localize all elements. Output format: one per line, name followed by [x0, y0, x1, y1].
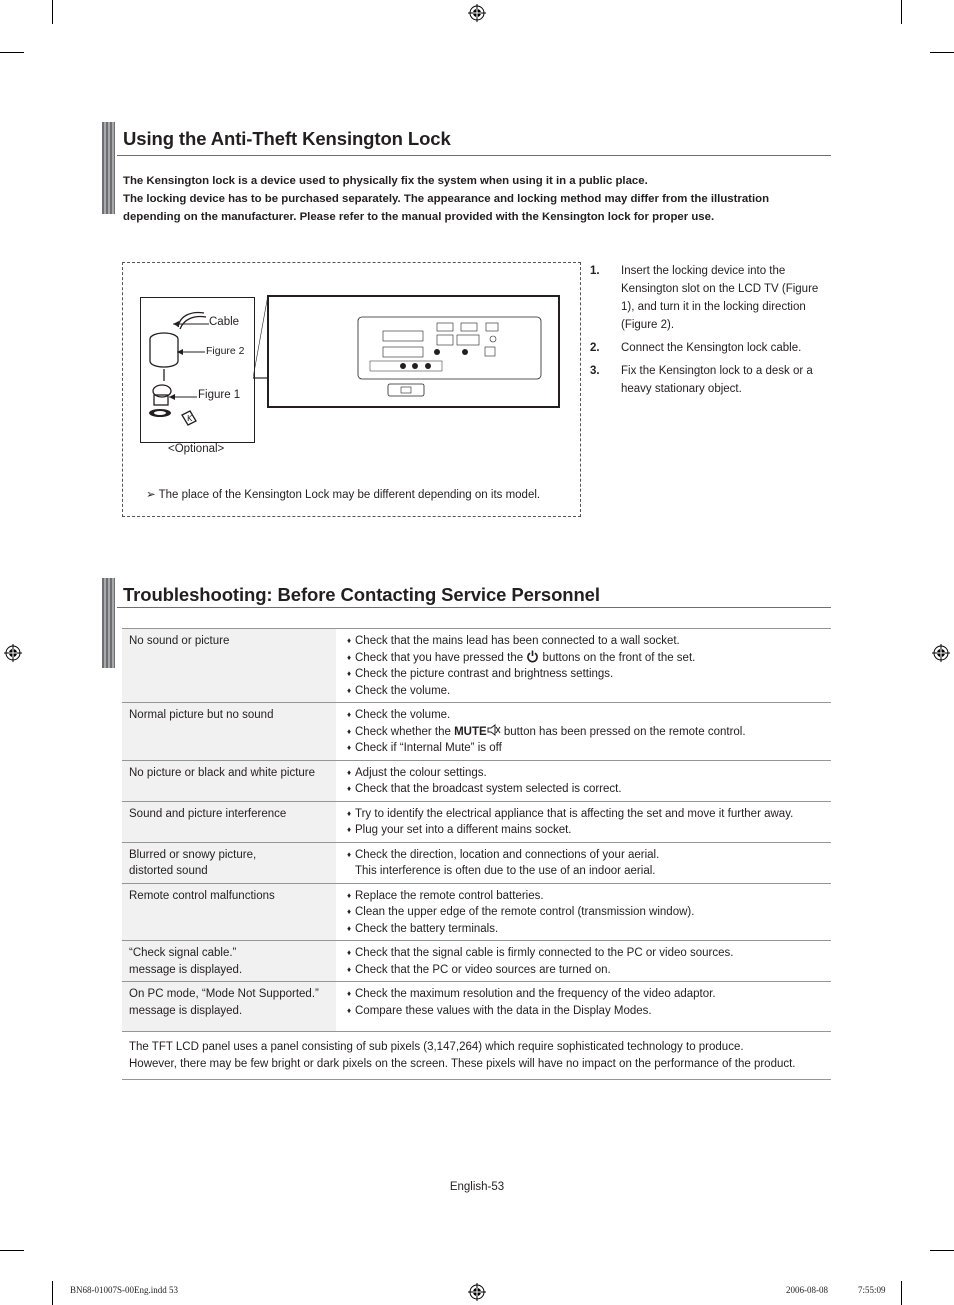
step-number: 2.	[590, 342, 600, 354]
mute-icon	[487, 724, 501, 736]
problem-line: message is displayed.	[129, 1004, 243, 1017]
problem-cell: Sound and picture interference	[122, 802, 336, 842]
kensington-figure	[122, 262, 581, 517]
table-row	[122, 941, 831, 982]
intro-text	[123, 172, 823, 226]
table-row	[122, 629, 831, 703]
solution-text: Adjust the colour settings.	[355, 766, 487, 779]
page-number: English-53	[449, 1181, 505, 1193]
problem-line: Blurred or snowy picture,	[129, 848, 257, 861]
solution-text: Check the volume.	[355, 709, 451, 721]
step-number: 3.	[590, 365, 600, 377]
problem-cell	[122, 941, 336, 981]
solution-cell: ♦ Check that the signal cable is firmly connected to the PC or video sources. ♦ Check that the PC or video sources are turned on.	[336, 941, 831, 981]
registration-mark-icon	[468, 4, 486, 22]
section-title: Troubleshooting: Before Contacting Service Personnel	[123, 584, 600, 605]
solution-text: Compare these values with the data in the Display Modes.	[355, 1004, 652, 1017]
figure1-label: Figure 1	[198, 389, 241, 401]
solution-text: button has been pressed on the remote control.	[503, 725, 746, 738]
tv-rear-panel-icon	[253, 295, 563, 411]
solution-cell: ♦ Adjust the colour settings. ♦ Check that the broadcast system selected is correct.	[336, 761, 831, 801]
arrow-note-icon: ➢	[146, 489, 156, 501]
slug-date: 2006-08-08	[786, 1285, 828, 1295]
solution-cell: ♦ Check the volume. ♦ Check whether the MUTE button has been pressed on the remote control. ♦ Check if “Internal Mute” is off	[336, 703, 831, 760]
solution-cell: ♦ Check the maximum resolution and the frequency of the video adaptor. ♦ Compare these values with the data in the Display Modes.	[336, 982, 831, 1022]
table-row	[122, 982, 831, 1032]
registration-mark-icon	[468, 1283, 486, 1301]
step-number: 1.	[590, 265, 600, 277]
table-row	[122, 884, 831, 942]
problem-cell	[122, 982, 336, 1031]
optional-label: <Optional>	[168, 443, 225, 455]
crop-mark	[901, 0, 902, 24]
solution-text: Check the picture contrast and brightness settings.	[355, 668, 614, 680]
note-text: The place of the Kensington Lock may be different depending on its model.	[158, 489, 541, 501]
table-row	[122, 843, 831, 884]
svg-text:K: K	[187, 414, 193, 423]
power-icon	[526, 650, 539, 663]
footnote-line: The TFT LCD panel uses a panel consisting of sub pixels (3,147,264) which require sophisticated technology to produce.	[129, 1041, 744, 1053]
solution-text: Plug your set into a different mains socket.	[355, 824, 572, 836]
problem-line: “Check signal cable.”	[129, 947, 237, 959]
step-text: Insert the locking device into the Kensington slot on the LCD TV (Figure 1), and turn it in the locking direction (Figure 2).	[621, 265, 819, 331]
crop-mark	[0, 52, 24, 53]
step-text: Connect the Kensington lock cable.	[621, 342, 802, 354]
problem-cell: Remote control malfunctions	[122, 884, 336, 941]
solution-text: Replace the remote control batteries.	[355, 889, 544, 902]
solution-cell: ♦ Check that the mains lead has been connected to a wall socket. ♦ Check that you have pressed the buttons on the front of the set. ♦ Check the picture contrast and brightness settings. ♦ Check the volume.	[336, 629, 831, 702]
registration-mark-icon	[932, 644, 950, 662]
cable-label: Cable	[209, 316, 240, 328]
section-marker-bar	[102, 122, 115, 214]
problem-cell	[122, 843, 336, 883]
step-item	[590, 362, 830, 398]
table-row	[122, 703, 831, 761]
note-line	[146, 487, 540, 501]
solution-text: Check that the signal cable is firmly connected to the PC or video sources.	[355, 947, 734, 959]
problem-line: distorted sound	[129, 865, 208, 877]
step-text: Fix the Kensington lock to a desk or a heavy stationary object.	[621, 365, 813, 395]
crop-mark	[930, 1250, 954, 1251]
solution-text: Check the maximum resolution and the frequency of the video adaptor.	[355, 988, 716, 1000]
problem-line: message is displayed.	[129, 963, 243, 976]
crop-mark	[901, 1281, 902, 1305]
section-title: Using the Anti-Theft Kensington Lock	[123, 128, 451, 149]
solution-text: buttons on the front of the set.	[542, 651, 696, 664]
solution-text: Check the battery terminals.	[355, 922, 499, 935]
crop-mark	[930, 52, 954, 53]
solution-text: Check the direction, location and connections of your aerial.	[355, 848, 660, 861]
problem-line: On PC mode, “Mode Not Supported.”	[129, 988, 319, 1000]
problem-cell: No picture or black and white picture	[122, 761, 336, 801]
solution-text: Check that you have pressed the	[355, 651, 524, 664]
crop-mark	[0, 1250, 24, 1251]
crop-mark	[52, 1281, 53, 1305]
figure2-label: Figure 2	[206, 345, 245, 357]
mute-label: MUTE	[454, 725, 487, 738]
crop-mark	[52, 0, 53, 24]
table-row	[122, 802, 831, 843]
slug-time: 7:55:09	[858, 1285, 886, 1295]
registration-mark-icon	[4, 644, 22, 662]
step-item	[590, 262, 830, 334]
footnote-line: However, there may be few bright or dark pixels on the screen. These pixels will have no impact on the performance of the product.	[129, 1058, 796, 1070]
instruction-steps	[590, 262, 830, 403]
table-footnote	[122, 1032, 831, 1080]
solution-cell: ♦ Replace the remote control batteries. ♦ Clean the upper edge of the remote control (transmission window). ♦ Check the battery terminals.	[336, 884, 831, 941]
solution-text: Try to identify the electrical appliance that is affecting the set and move it further away.	[355, 807, 794, 820]
step-item	[590, 339, 830, 357]
solution-cell: ♦ Check the direction, location and connections of your aerial. This interference is often due to the use of an indoor aerial.	[336, 843, 831, 883]
section-rule	[117, 607, 831, 608]
table-row	[122, 761, 831, 802]
intro-paragraph: The Kensington lock is a device used to physically fix the system when using it in a public place.	[123, 175, 648, 187]
solution-text: Clean the upper edge of the remote control (transmission window).	[355, 906, 695, 918]
problem-cell: Normal picture but no sound	[122, 703, 336, 760]
problem-cell: No sound or picture	[122, 629, 336, 702]
solution-cell: ♦ Try to identify the electrical appliance that is affecting the set and move it further away. ♦ Plug your set into a different mains socket.	[336, 802, 831, 842]
section-rule	[117, 155, 831, 156]
solution-text: Check that the broadcast system selected is correct.	[355, 783, 622, 795]
solution-text: Check whether the	[355, 725, 451, 738]
troubleshooting-table	[122, 628, 831, 1080]
solution-text: Check if “Internal Mute” is off	[355, 742, 502, 754]
solution-text: This interference is often due to the use of an indoor aerial.	[355, 865, 656, 877]
solution-text: Check that the mains lead has been connected to a wall socket.	[355, 635, 680, 647]
solution-text: Check that the PC or video sources are turned on.	[355, 963, 611, 976]
intro-paragraph: The locking device has to be purchased separately. The appearance and locking method may differ from the illustration depending on the manufacturer. Please refer to the manual provided with the Kensington lock for proper use.	[123, 193, 770, 223]
section-marker-bar	[102, 578, 115, 668]
slug-file: BN68-01007S-00Eng.indd 53	[70, 1285, 178, 1295]
solution-text: Check the volume.	[355, 684, 451, 697]
